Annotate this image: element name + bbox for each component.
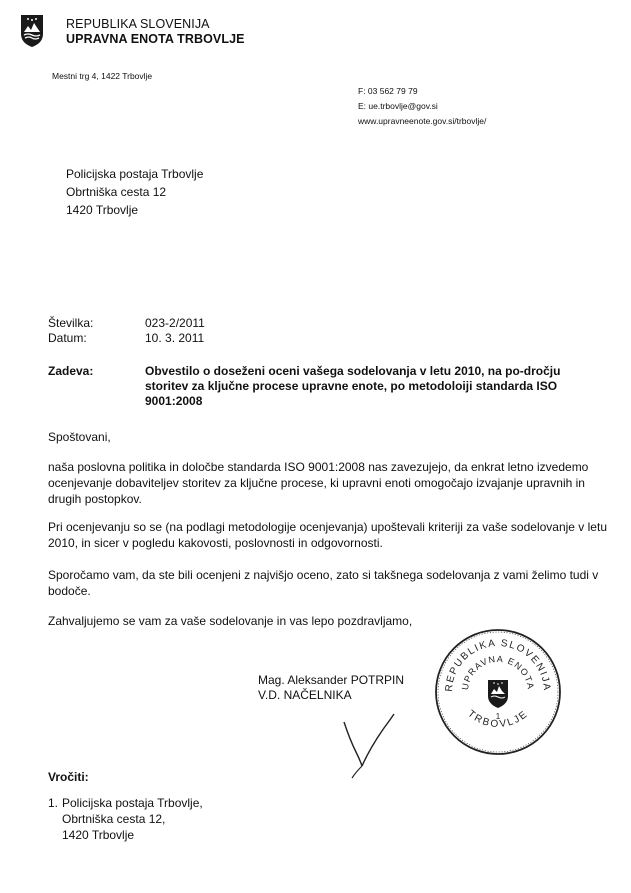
reference-date-value: 10. 3. 2011	[145, 331, 205, 345]
signature-block	[258, 673, 404, 703]
reference-number-value: 023-2/2011	[145, 316, 205, 330]
stamp-coat-of-arms-icon	[488, 680, 508, 708]
reference-block	[48, 316, 205, 346]
recipient-line-3: 1420 Trbovlje	[66, 203, 139, 217]
contact-email[interactable]: E: ue.trbovlje@gov.si	[358, 101, 438, 111]
letterhead-country: REPUBLIKA SLOVENIJA	[66, 17, 210, 31]
subject-value: Obvestilo o doseženi oceni vašega sodelovanja v letu 2010, na po-dročju storitev za ključne procese upravne enote, po metodoloiji standarda ISO 9001:2008	[145, 364, 561, 408]
paragraph-3: Sporočamo vam, da ste bili ocenjeni z najvišjo oceno, zato si takšnega sodelovanja z vami želimo tudi v bodoče.	[48, 568, 599, 598]
delivery-item-line-1: Policijska postaja Trbovlje,	[62, 796, 203, 810]
delivery-heading: Vročiti:	[48, 770, 89, 784]
stamp-top-text: REPUBLIKA SLOVENIJA	[443, 637, 553, 693]
stamp-bottom-text: TRBOVLJE	[465, 708, 531, 731]
signatory-name: Mag. Aleksander POTRPIN	[258, 673, 405, 687]
paragraph-2: Pri ocenjevanju so se (na podlagi metodologije ocenjevanja) upoštevali kriteriji za vaše sodelovanje v letu 2010, in sicer v pogledu kakovosti, poslovnosti in odgovornosti.	[48, 520, 607, 550]
reference-date-label: Datum:	[48, 331, 87, 345]
delivery-item-line-3: 1420 Trbovlje	[62, 828, 135, 842]
handwritten-signature	[330, 700, 400, 780]
delivery-item-number: 1.	[48, 796, 59, 810]
delivery-item-line-2: Obrtniška cesta 12,	[62, 812, 166, 826]
recipient-line-2: Obrtniška cesta 12	[66, 185, 167, 199]
paragraph-4: Zahvaljujemo se vam za vaše sodelovanje in vas lepo pozdravljamo,	[48, 614, 413, 628]
reference-number-row	[48, 316, 205, 331]
signatory-title: V.D. NAČELNIKA	[258, 688, 352, 702]
stamp-number: 1	[495, 712, 501, 721]
delivery-item	[48, 795, 203, 843]
delivery-list	[48, 795, 203, 843]
contact-web[interactable]: www.upravneenote.gov.si/trbovlje/	[358, 116, 487, 126]
delivery-item-address	[62, 795, 203, 843]
letterhead-office: UPRAVNA ENOTA TRBOVLJE	[66, 32, 245, 46]
contact-fax: F: 03 562 79 79	[358, 86, 418, 96]
paragraph-1: naša poslovna politika in določbe standarda ISO 9001:2008 nas zavezujejo, da enkrat letno izvedemo ocenjevanje dobaviteljev storitev za ključne procese, ki upravni enoti omogočajo izvajanje upravnih in drugih postopkov.	[48, 460, 589, 506]
reference-number-label: Številka:	[48, 316, 94, 330]
recipient-line-1: Policijska postaja Trbovlje	[66, 167, 204, 181]
contact-block	[358, 84, 486, 129]
recipient-address	[66, 165, 203, 219]
stamp-middle-text: UPRAVNA ENOTA	[459, 653, 537, 691]
coat-of-arms-icon	[20, 14, 44, 48]
greeting: Spoštovani,	[48, 430, 111, 444]
subject-label: Zadeva:	[48, 364, 94, 378]
letterhead-address: Mestni trg 4, 1422 Trbovlje	[52, 71, 153, 81]
official-stamp	[432, 626, 564, 758]
reference-date-row	[48, 331, 205, 346]
